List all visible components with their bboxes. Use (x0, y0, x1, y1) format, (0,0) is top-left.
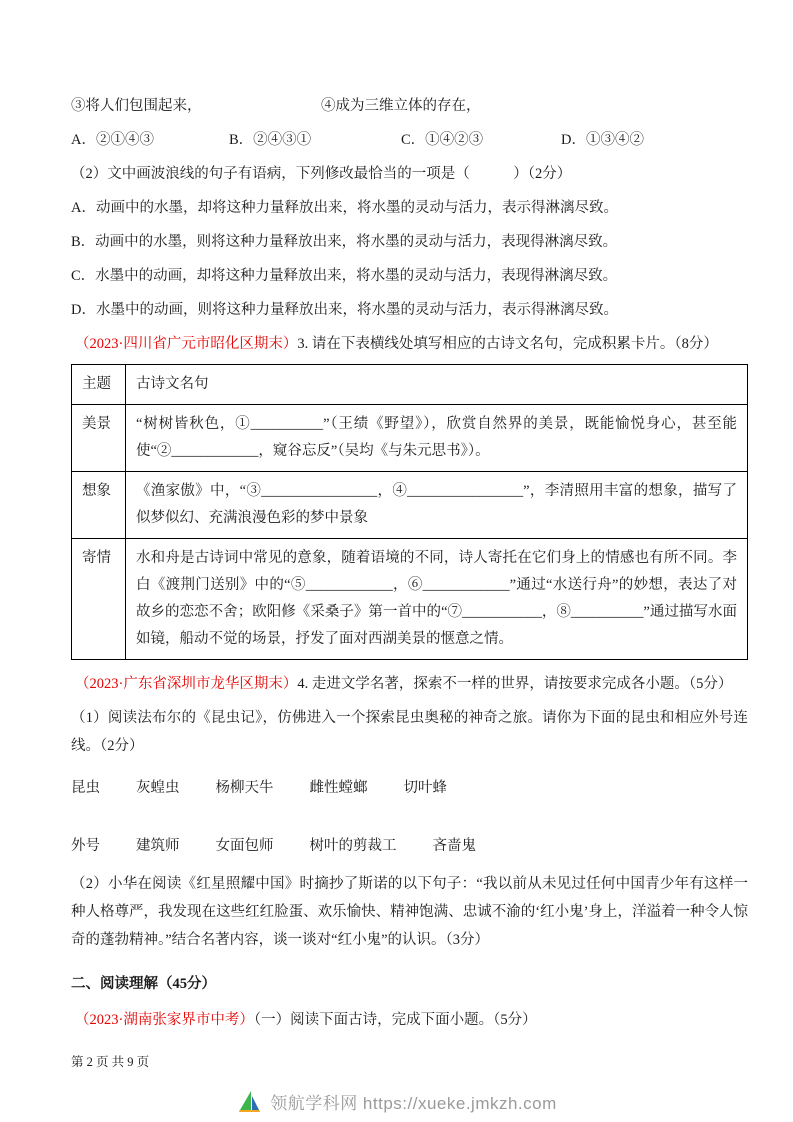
table-row (72, 472, 748, 539)
nickname-item: 建筑师 (136, 838, 180, 854)
q3-source: （2023·四川省广元市昭化区期末） (75, 336, 298, 352)
fragment-3: ③将人们包围起来， (71, 98, 202, 114)
q1-option-a: A．②①④③ (71, 132, 154, 148)
nickname-item: 女面包师 (215, 838, 274, 854)
sentence-fragments (71, 92, 748, 120)
nicknames-row (71, 832, 748, 860)
q2-option-d: D．水墨中的动画，则将这种力量释放出来，将水墨的灵动与活力，表示得淋漓尽致。 (71, 302, 618, 318)
table-theme-imagination: 想象 (72, 472, 126, 539)
q2-stem: （2）文中画波浪线的句子有语病，下列修改最恰当的一项是（ ）（2分） (71, 166, 572, 182)
q4-heading (71, 670, 748, 698)
table-content-imagination: 《渔家傲》中，“③________________，④________________”，李清照用丰富的想象，描写了似梦似幻、充满浪漫色彩的梦中景象 (126, 472, 748, 539)
q4-source: （2023·广东省深圳市龙华区期末） (75, 676, 298, 692)
insects-label: 昆虫 (71, 780, 100, 796)
q5-stem: （一）阅读下面古诗，完成下面小题。（5分） (253, 1012, 537, 1028)
page-number: 第 2 页 共 9 页 (71, 1055, 150, 1069)
table-content-scenery: “树树皆秋色，①__________”（王绩《野望》），欣赏自然界的美景，既能愉悦身心，甚至能使“②____________，窥谷忘反”（吴均《与朱元思书》）。 (126, 405, 748, 472)
table-theme-emotion: 寄情 (72, 539, 126, 660)
q4-sub1: （1）阅读法布尔的《昆虫记》，仿佛进入一个探索昆虫奥秘的神奇之旅。请你为下面的昆虫和相应外号连线。（2分） (71, 710, 748, 754)
nickname-item: 树叶的剪裁工 (309, 838, 397, 854)
q2-option-b: B．动画中的水墨，则将这种力量释放出来，将水墨的灵动与活力，表现得淋漓尽致。 (71, 234, 618, 250)
q3-heading (71, 330, 748, 358)
poem-accumulation-table (71, 364, 748, 660)
insect-item: 杨柳天牛 (215, 780, 274, 796)
insect-item: 雌性螳螂 (309, 780, 368, 796)
section-2-title: 二、阅读理解（45分） (71, 976, 216, 992)
q5-source: （2023·湖南张家界市中考） (75, 1012, 254, 1028)
q2-option-c: C．水墨中的动画，却将这种力量释放出来，将水墨的灵动与活力，表现得淋漓尽致。 (71, 268, 618, 284)
watermark (0, 1088, 793, 1114)
insect-item: 切叶蜂 (403, 780, 447, 796)
q1-options-row (71, 126, 748, 154)
q5-heading (71, 1006, 748, 1034)
q3-stem: 3. 请在下表横线处填写相应的古诗文名句，完成积累卡片。（8分） (297, 336, 718, 352)
nickname-item: 吝啬鬼 (432, 838, 476, 854)
q1-option-d: D．①③④② (561, 132, 644, 148)
table-row (72, 405, 748, 472)
q2-option-a: A．动画中的水墨，却将这种力量释放出来，将水墨的灵动与活力，表示得淋漓尽致。 (71, 200, 618, 216)
table-header-theme: 主题 (72, 365, 126, 405)
table-theme-scenery: 美景 (72, 405, 126, 472)
q1-option-c: C．①④②③ (401, 132, 484, 148)
q1-option-b: B．②④③① (229, 132, 312, 148)
table-header-content: 古诗文名句 (126, 365, 748, 405)
q4-sub2: （2）小华在阅读《红星照耀中国》时摘抄了斯诺的以下句子：“我以前从未见过任何中国青少年有这样一种人格尊严，我发现在这些红红脸蛋、欢乐愉快、精神饱满、忠诚不渝的‘红小鬼’身上，洋溢着一种令人惊奇的蓬勃精神。”结合名著内容，谈一谈对“红小鬼”的认识。（3分） (71, 876, 748, 948)
insects-row (71, 774, 748, 802)
insect-item: 灰蝗虫 (136, 780, 180, 796)
fragment-4: ④成为三维立体的存在， (321, 98, 481, 114)
table-row (72, 539, 748, 660)
watermark-text: 领航学科网 https://xueke.jmkzh.com (270, 1093, 557, 1113)
table-content-emotion: 水和舟是古诗词中常见的意象，随着语境的不同，诗人寄托在它们身上的情感也有所不同。李白《渡荆门送别》中的“⑤____________，⑥____________”通过“水送行舟”的妙想，表达了对故乡的恋恋不舍；欧阳修《采桑子》第一首中的“⑦___________，⑧__________”通过描写水面如镜，船动不觉的场景，抒发了面对西湖美景的惬意之情。 (126, 539, 748, 660)
table-header-row (72, 365, 748, 405)
nicknames-label: 外号 (71, 838, 100, 854)
q4-stem: 4. 走进文学名著，探索不一样的世界，请按要求完成各小题。（5分） (297, 676, 733, 692)
sail-logo-icon (236, 1088, 262, 1114)
